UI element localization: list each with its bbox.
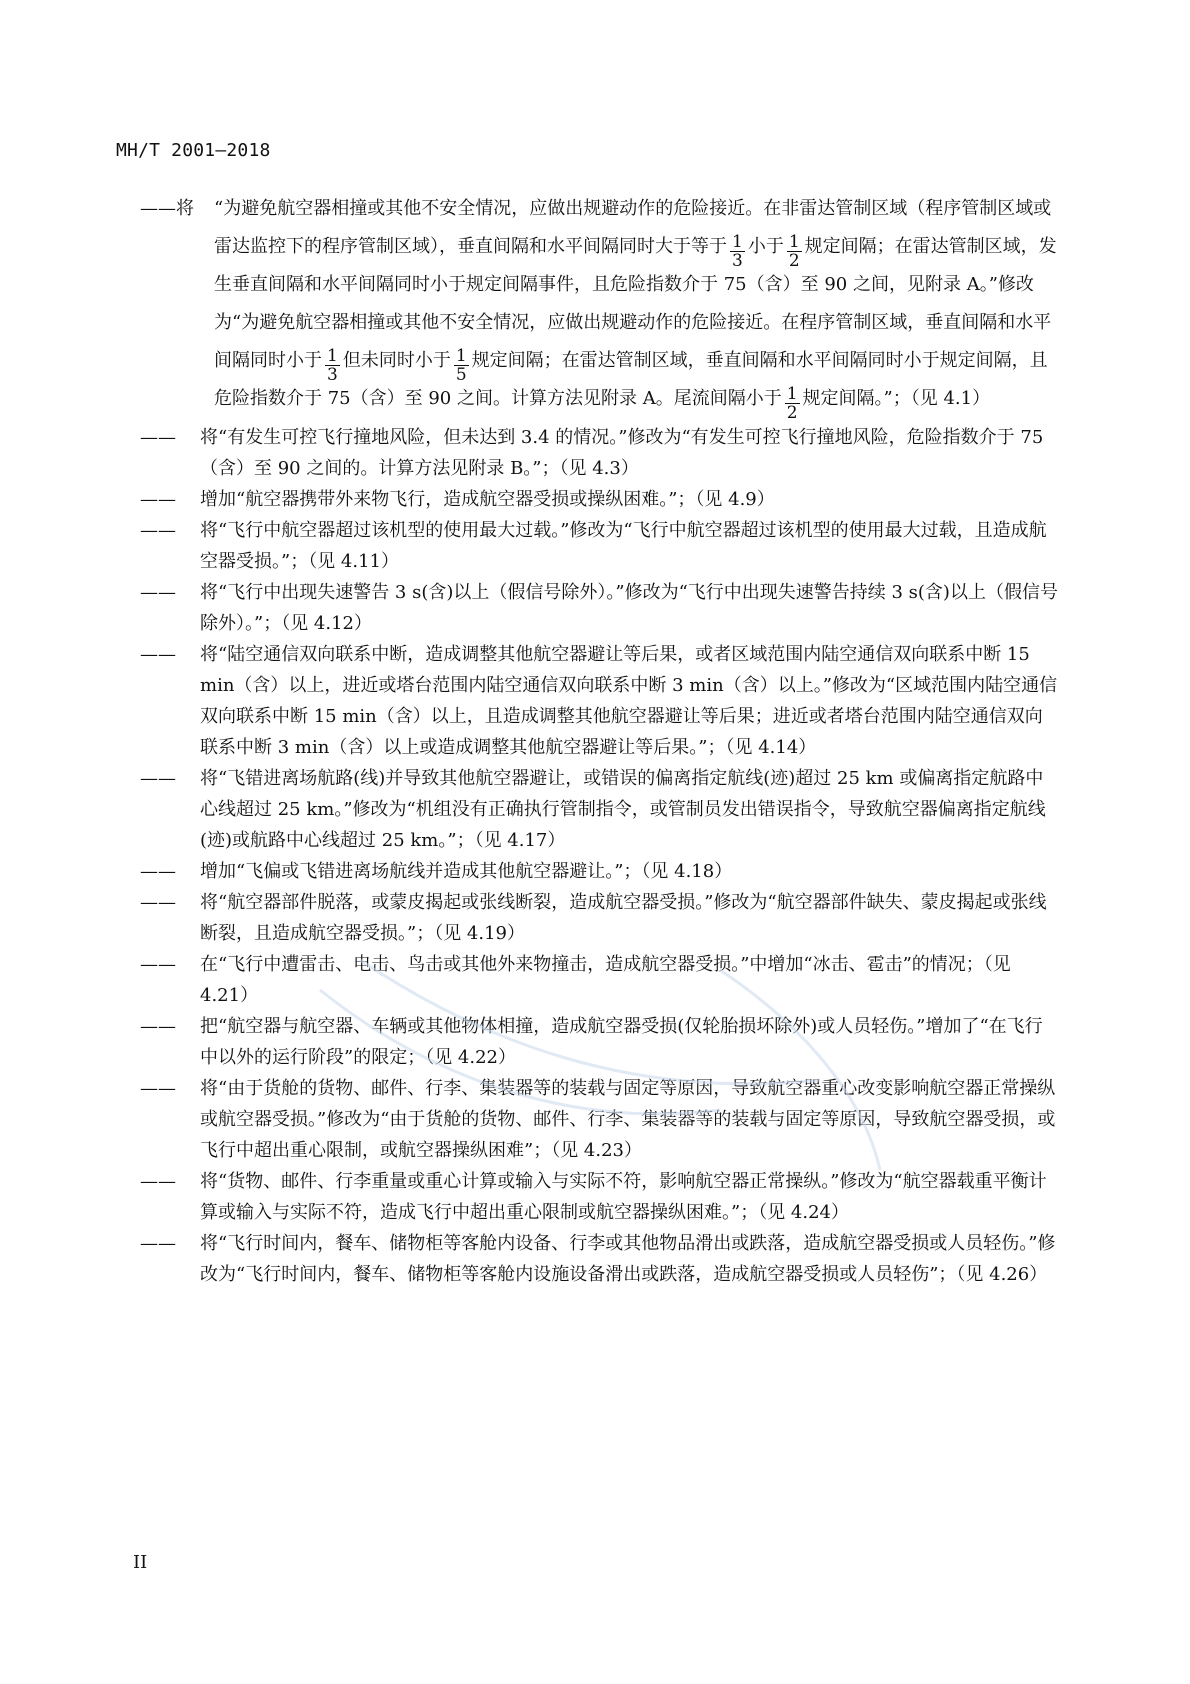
list-item bbox=[140, 639, 1060, 763]
dash-marker: —— bbox=[140, 954, 176, 975]
list-item bbox=[140, 484, 1060, 515]
document-code: MH/T 2001—2018 bbox=[116, 140, 271, 161]
dash-marker: —— bbox=[140, 1171, 176, 1192]
item-text: 将“飞行中航空器超过该机型的使用最大过载。”修改为“飞行中航空器超过该机型的使用最大过载，且造成航空器受损。”；（见 4.11） bbox=[200, 520, 1047, 572]
fraction: $\frac{1}{3}$ bbox=[327, 345, 338, 385]
item-text: 将“有发生可控飞行撞地风险，但未达到 3.4 的情况。”修改为“有发生可控飞行撞地风险，危险指数介于 75（含）至 90 之间的。计算方法见附录 B。”；（见 4.3） bbox=[200, 427, 1044, 479]
item-text: 在“飞行中遭雷击、电击、鸟击或其他外来物撞击，造成航空器受损。”中增加“冰击、雹击”的情况；（见 4.21） bbox=[200, 954, 1011, 1006]
item-text: 将“飞行时间内，餐车、储物柜等客舱内设备、行李或其他物品滑出或跌落，造成航空器受损或人员轻伤。”修改为“飞行时间内，餐车、储物柜等客舱内设施设备滑出或跌落，造成航空器受损或人员轻伤”；（见 4.26） bbox=[200, 1233, 1056, 1285]
item-text: 增加“飞偏或飞错进离场航线并造成其他航空器避让。”；（见 4.18） bbox=[200, 861, 733, 882]
list-item bbox=[140, 577, 1060, 639]
item-text: 将“飞行中出现失速警告 3 s(含)以上（假信号除外）。”修改为“飞行中出现失速警告持续 3 s(含)以上（假信号除外）。”；（见 4.12） bbox=[200, 582, 1058, 634]
dash-marker: —— bbox=[140, 1078, 176, 1099]
fraction: $\frac{1}{2}$ bbox=[786, 383, 798, 423]
item-text: 把“航空器与航空器、车辆或其他物体相撞，造成航空器受损(仅轮胎损坏除外)或人员轻伤。”增加了“在飞行中以外的运行阶段”的限定；（见 4.22） bbox=[200, 1016, 1043, 1068]
dash-marker: —— bbox=[140, 1016, 176, 1037]
dash-marker: —— bbox=[140, 427, 176, 448]
fraction: $\frac{1}{2}$ bbox=[788, 231, 800, 271]
dash-marker: —— bbox=[140, 1233, 176, 1254]
item-text: 将“货物、邮件、行李重量或重心计算或输入与实际不符，影响航空器正常操纵。”修改为“航空器载重平衡计算或输入与实际不符，造成飞行中超出重心限制或航空器操纵困难。”；（见 4.24） bbox=[200, 1171, 1047, 1223]
item-text: 将“由于货舱的货物、邮件、行李、集装器等的装载与固定等原因，导致航空器重心改变影响航空器正常操纵或航空器受损。”修改为“由于货舱的货物、邮件、行李、集装器等的装载与固定等原因，导致航空器受损，或飞行中超出重心限制，或航空器操纵困难”；（见 4.23） bbox=[200, 1078, 1056, 1161]
list-item bbox=[140, 515, 1060, 577]
dash-marker: —— bbox=[140, 489, 176, 510]
item-text: 增加“航空器携带外来物飞行，造成航空器受损或操纵困难。”；（见 4.9） bbox=[200, 489, 775, 510]
list-item bbox=[140, 887, 1060, 949]
item-text: “为避免航空器相撞或其他不安全情况，应做出规避动作的危险接近。在非雷达管制区域（程序管制区域或雷达监控下的程序管制区域），垂直间隔和水平间隔同时大于等于 bbox=[214, 198, 1052, 257]
item-text: 将“航空器部件脱落，或蒙皮揭起或张线断裂，造成航空器受损。”修改为“航空器部件缺失、蒙皮揭起或张线断裂，且造成航空器受损。”；（见 4.19） bbox=[200, 892, 1047, 944]
list-item bbox=[140, 763, 1060, 856]
dash-marker: —— bbox=[140, 768, 176, 789]
dash-marker: ——将 bbox=[140, 198, 194, 219]
dash-marker: —— bbox=[140, 582, 176, 603]
dash-marker: —— bbox=[140, 644, 176, 665]
list-item bbox=[140, 949, 1060, 1011]
list-item bbox=[140, 1073, 1060, 1166]
revision-list bbox=[140, 190, 1060, 1290]
dash-marker: —— bbox=[140, 892, 176, 913]
fraction: $\frac{1}{5}$ bbox=[455, 345, 467, 385]
list-item bbox=[140, 1228, 1060, 1290]
item-text: 将“飞错进离场航路(线)并导致其他航空器避让，或错误的偏离指定航线(迹)超过 25 km 或偏离指定航路中心线超过 25 km。”修改为“机组没有正确执行管制指令，或管制员发出错误指令，导致航空器偏离指定航线(迹)或航路中心线超过 25 km。”；（见 4.17） bbox=[200, 768, 1046, 851]
dash-marker: —— bbox=[140, 520, 176, 541]
list-item bbox=[140, 856, 1060, 887]
item-text: 将“陆空通信双向联系中断，造成调整其他航空器避让等后果，或者区域范围内陆空通信双向联系中断 15 min（含）以上，进近或塔台范围内陆空通信双向联系中断 3 min（含）以上。”修改为“区域范围内陆空通信双向联系中断 15 min（含）以上，且造成调整其他航空器避让等后果；进近或者塔台范围内陆空通信双向联系中断 3 min（含）以上或造成调整其他航空器避让等后果。”；（见 4.14） bbox=[200, 644, 1058, 758]
page-number: II bbox=[133, 1552, 148, 1573]
fraction: $\frac{1}{3}$ bbox=[732, 231, 743, 271]
list-item: ——将 “为避免航空器相撞或其他不安全情况，应做出规避动作的危险接近。在非雷达管制区域（程序管制区域或雷达监控下的程序管制区域），垂直间隔和水平间隔同时大于等于 $\frac{1}{3}$ 小于 $\frac{1}{2}$ 规定间隔；在雷达管制区域，发生垂直间隔和水平间隔同时小于规定间隔事件，且危险指数介于 75（含）至 90 之间，见附录 A。”修改为“为避免航空器相撞或其他不安全情况，应做出规避动作的危险接近。在程序管制区域，垂直间隔和水平间隔同时小于 $\frac{1}{3}$ 但未同时小于 $\frac{1}{5}$ 规定间隔；在雷达管制区域，垂直间隔和水平间隔同时小于规定间隔，且危险指数介于 75（含）至 90 之间。计算方法见附录 A。尾流间隔小于 $\frac{1}{2}$ 规定间隔。”；（见 4.1） bbox=[140, 190, 1060, 418]
list-item bbox=[140, 422, 1060, 484]
list-item bbox=[140, 1011, 1060, 1073]
list-item bbox=[140, 1166, 1060, 1228]
dash-marker: —— bbox=[140, 861, 176, 882]
